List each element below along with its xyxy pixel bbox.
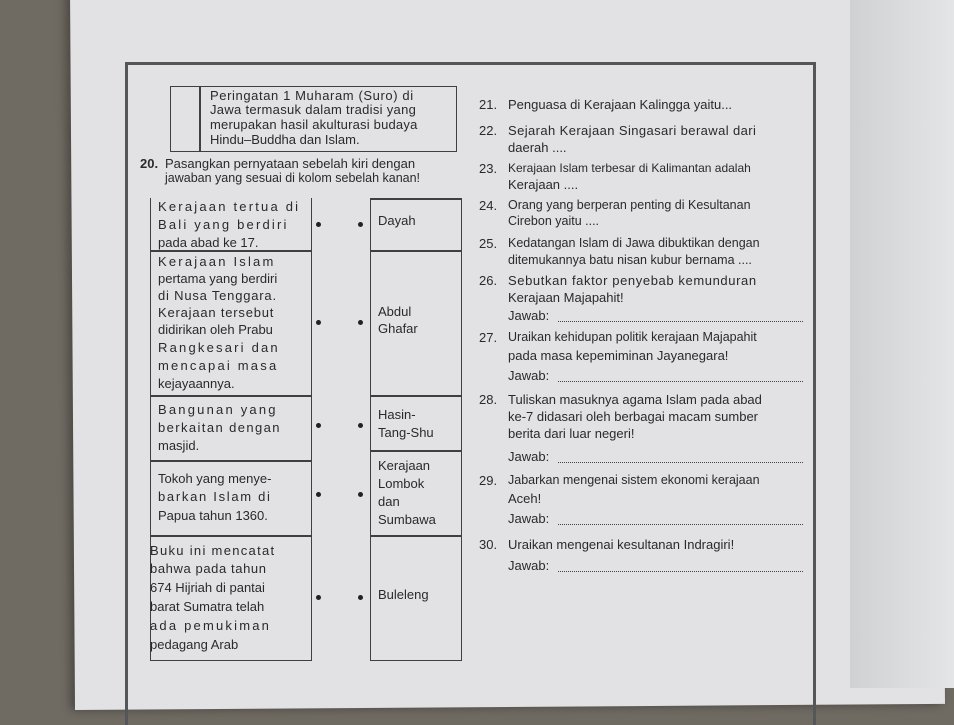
statement-3-line-2: berkaitan dengan	[158, 420, 281, 435]
match-dot-left-4[interactable]	[316, 492, 321, 497]
match-dot-left-2[interactable]	[316, 320, 321, 325]
match-dot-right-2[interactable]	[358, 320, 363, 325]
match-dot-right-1[interactable]	[358, 222, 363, 227]
answer-4-line-3: dan	[378, 494, 400, 509]
q22-line-1: Sejarah Kerajaan Singasari berawal dari	[508, 123, 757, 138]
statement-2-line-7: mencapai masa	[158, 358, 279, 373]
answer-4-line-4: Sumbawa	[378, 512, 436, 527]
statement-4-line-3: Papua tahun 1360.	[158, 508, 268, 523]
q25-line-2: ditemukannya batu nisan kubur bernama ....	[508, 253, 752, 267]
q26-line-2: Kerajaan Majapahit!	[508, 290, 624, 305]
q28-line-3: berita dari luar negeri!	[508, 426, 635, 441]
q29-line-2: Aceh!	[508, 491, 542, 506]
q26-line-1: Sebutkan faktor penyebab kemunduran	[508, 273, 757, 288]
q28-answer-line[interactable]	[558, 461, 803, 463]
statement-2-line-5: didirikan oleh Prabu	[158, 322, 273, 337]
q21-number: 21.	[479, 97, 498, 112]
q20-number: 20.	[140, 156, 159, 171]
q29-number: 29.	[479, 473, 498, 488]
statement-3-line-3: masjid.	[158, 438, 200, 453]
q22-line-2: daerah ....	[508, 140, 567, 155]
statement-2-line-6: Rangkesari dan	[158, 340, 280, 355]
statement-4-line-2: barkan Islam di	[158, 489, 272, 504]
q27-answer-line[interactable]	[558, 380, 803, 382]
answer-5: Buleleng	[378, 587, 429, 602]
statement-2-line-1: Kerajaan Islam	[158, 254, 276, 269]
q27-number: 27.	[479, 330, 498, 345]
q24-number: 24.	[479, 198, 498, 213]
statement-2-line-4: Kerajaan tersebut	[158, 305, 275, 320]
q27-answer-label: Jawab:	[508, 368, 550, 383]
q20-instruction-2: jawaban yang sesuai di kolom sebelah kanan!	[165, 171, 421, 185]
match-dot-left-5[interactable]	[316, 595, 321, 600]
q29-answer-label: Jawab:	[508, 511, 550, 526]
q30-answer-label: Jawab:	[508, 558, 550, 573]
statement-1-line-1: Kerajaan tertua di	[158, 199, 301, 214]
intro-line-2: Jawa termasuk dalam tradisi yang	[210, 102, 417, 117]
statement-5-line-5: ada pemukiman	[150, 618, 272, 633]
statement-2-line-3: di Nusa Tenggara.	[158, 288, 277, 303]
intro-line-1: Peringatan 1 Muharam (Suro) di	[210, 88, 414, 103]
q28-line-1: Tuliskan masuknya agama Islam pada abad	[508, 392, 762, 407]
q23-number: 23.	[479, 161, 498, 176]
statement-5-line-4: barat Sumatra telah	[150, 599, 265, 614]
q23-line-2: Kerajaan ....	[508, 177, 579, 192]
match-dot-right-5[interactable]	[358, 595, 363, 600]
statement-4-line-1: Tokoh yang menye-	[158, 471, 272, 486]
intro-line-4: Hindu–Buddha dan Islam.	[210, 132, 360, 147]
q22-number: 22.	[479, 123, 498, 138]
answer-4-line-2: Lombok	[378, 476, 425, 491]
q25-number: 25.	[479, 236, 498, 251]
answer-2-line-1: Abdul	[378, 304, 412, 319]
statement-3-line-1: Bangunan yang	[158, 402, 278, 417]
q23-line-1: Kerajaan Islam terbesar di Kalimantan adalah	[508, 161, 751, 175]
answer-2-line-2: Ghafar	[378, 321, 418, 336]
statement-1-line-3: pada abad ke 17.	[158, 235, 259, 250]
answer-4-line-1: Kerajaan	[378, 458, 431, 473]
q24-line-2: Cirebon yaitu ....	[508, 214, 600, 228]
q30-answer-line[interactable]	[558, 570, 803, 572]
q27-line-2: pada masa kepemiminan Jayanegara!	[508, 348, 729, 363]
answer-3-line-2: Tang-Shu	[378, 425, 434, 440]
statement-2-line-8: kejayaannya.	[158, 376, 235, 391]
q21-text: Penguasa di Kerajaan Kalingga yaitu...	[508, 97, 733, 112]
statement-5-line-6: pedagang Arab	[150, 637, 239, 652]
q30-number: 30.	[479, 537, 498, 552]
match-dot-left-1[interactable]	[316, 222, 321, 227]
match-dot-right-3[interactable]	[358, 423, 363, 428]
statement-2-line-2: pertama yang berdiri	[158, 271, 278, 286]
next-page-edge	[850, 0, 954, 688]
q26-number: 26.	[479, 273, 498, 288]
q29-line-1: Jabarkan mengenai sistem ekonomi kerajaan	[508, 473, 760, 487]
q26-answer-line[interactable]	[558, 320, 803, 322]
statement-5-line-3: 674 Hijriah di pantai	[150, 580, 265, 595]
q26-answer-label: Jawab:	[508, 308, 550, 323]
q24-line-1: Orang yang berperan penting di Kesultanan	[508, 198, 751, 212]
answer-3-line-1: Hasin-	[378, 407, 416, 422]
statement-5-line-2: bahwa pada tahun	[150, 561, 267, 576]
q28-answer-label: Jawab:	[508, 449, 550, 464]
q27-line-1: Uraikan kehidupan politik kerajaan Majapahit	[508, 330, 757, 344]
q28-line-2: ke-7 didasari oleh berbagai macam sumber	[508, 409, 759, 424]
q28-number: 28.	[479, 392, 498, 407]
statement-5-line-1: Buku ini mencatat	[150, 543, 276, 558]
q30-text: Uraikan mengenai kesultanan Indragiri!	[508, 537, 735, 552]
q20-instruction-1: Pasangkan pernyataan sebelah kiri dengan	[165, 156, 416, 171]
answer-1: Dayah	[378, 213, 416, 228]
q29-answer-line[interactable]	[558, 523, 803, 525]
match-dot-left-3[interactable]	[316, 423, 321, 428]
intro-line-3: merupakan hasil akulturasi budaya	[210, 117, 418, 132]
q25-line-1: Kedatangan Islam di Jawa dibuktikan dengan	[508, 236, 760, 250]
statement-1-line-2: Bali yang berdiri	[158, 217, 289, 232]
match-dot-right-4[interactable]	[358, 492, 363, 497]
